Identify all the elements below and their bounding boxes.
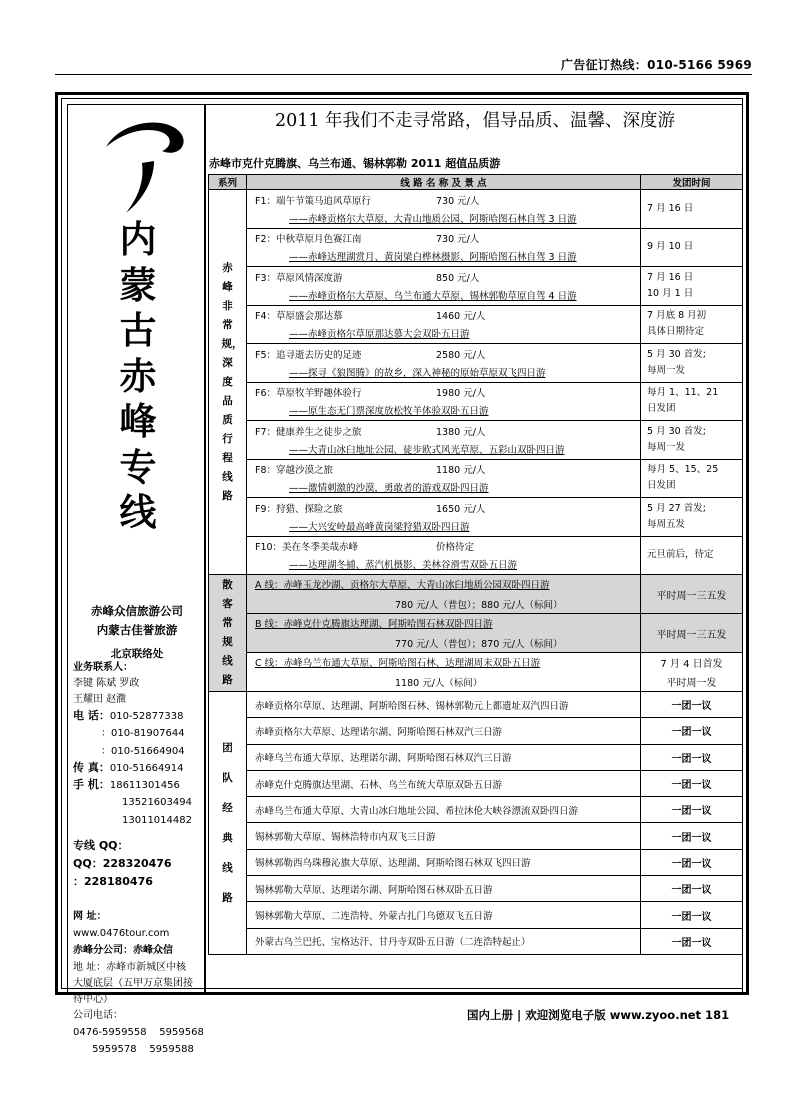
fax-label: 传 真： xyxy=(73,761,110,774)
date-cell: 一团一议 xyxy=(641,823,743,849)
company-name-2: 内蒙古佳誉旅游 xyxy=(96,623,178,637)
table-row xyxy=(209,797,743,823)
table-row xyxy=(209,744,743,770)
route-cell: 锡林郭勒西乌珠穆沁旗大草原、达理湖、阿斯哈图石林双飞四日游 xyxy=(247,849,641,875)
top-rule xyxy=(55,74,752,75)
beijing-office: 北京联络处 xyxy=(110,648,164,660)
route-cell: 赤峰贡格尔草原、达理湖、阿斯哈图石林、锡林郭勒元上都遗址双汽四日游 xyxy=(247,692,641,718)
route-cell: F8：穿越沙漠之旅 1180 元/人 ——激情刺激的沙漠，勇敢者的游戏双卧四日游 xyxy=(247,459,641,498)
mobile-number: 18611301456 xyxy=(109,780,180,791)
route-cell: F1：端午节策马追风草原行 730 元/人 ——赤峰贡格尔大草原、大青山地质公园、阿斯哈图石林自驾 3 日游 xyxy=(247,190,641,229)
header-route: 线 路 名 称 及 景 点 xyxy=(247,175,641,190)
company-phone-label: 公司电话： xyxy=(73,1010,123,1021)
date-cell: 一团一议 xyxy=(641,849,743,875)
big-title-char: 内 xyxy=(119,217,157,261)
phone-number-3: ：010-51664904 xyxy=(101,746,185,757)
qq-number-2: ：228180476 xyxy=(73,875,153,888)
table-row xyxy=(209,823,743,849)
table-row xyxy=(209,876,743,902)
table-header-row xyxy=(209,175,743,190)
route-cell: 外蒙古乌兰巴托、宝格达汗、甘丹寺双卧五日游（二连浩特起止） xyxy=(247,928,641,954)
logo-icon xyxy=(92,117,192,217)
date-cell: 平时周一三五发 xyxy=(641,614,743,653)
table-row xyxy=(209,928,743,954)
fax-row xyxy=(73,761,203,776)
phone-number-2: ：010-81907644 xyxy=(101,728,185,739)
table-row xyxy=(209,382,743,421)
date-cell: 一团一议 xyxy=(641,876,743,902)
date-cell: 9 月 10 日 xyxy=(641,228,743,267)
series-label-team: 团队经典线路 xyxy=(209,692,247,955)
table-row xyxy=(209,190,743,229)
phone-label: 电 话： xyxy=(73,709,110,722)
table-row xyxy=(209,575,743,614)
table-row xyxy=(209,614,743,653)
table-row xyxy=(209,536,743,575)
date-cell: 7 月 16 日 10 月 1 日 xyxy=(641,267,743,306)
date-cell: 一团一议 xyxy=(641,718,743,744)
series-label-premium: 赤峰非常规，深度品质行程线路 xyxy=(209,190,247,575)
route-cell: F2：中秋草原月色赛江南 730 元/人 ——赤峰达理湖赏月、黄岗梁白桦林摄影、阿斯哈图石林自驾 3 日游 xyxy=(247,228,641,267)
big-title-char: 古 xyxy=(119,308,157,352)
contacts-label: 业务联系人： xyxy=(73,662,133,673)
table-row xyxy=(209,692,743,718)
date-cell: 5 月 30 首发; 每周一发 xyxy=(641,344,743,383)
route-cell: F10：美在冬季美哉赤峰 价格待定 ——达理湖冬捕、蒸汽机摄影、美林谷滑雪双卧五日游 xyxy=(247,536,641,575)
table-row xyxy=(209,849,743,875)
date-cell: 一团一议 xyxy=(641,770,743,796)
table-row xyxy=(209,305,743,344)
route-cell: F3：草原风情深度游 850 元/人 ——赤峰贡格尔大草原、乌兰布通大草原、锡林郭勒草原自驾 4 日游 xyxy=(247,267,641,306)
company-phone-line-1: 0476-5959558 5959568 xyxy=(73,1027,204,1038)
route-cell: 赤峰乌兰布通大草原、达理诺尔湖、阿斯哈图石林双汽三日游 xyxy=(247,744,641,770)
route-cell: 赤峰乌兰布通大草原、大青山冰臼地址公园、希拉沐伦大峡谷漂流双卧四日游 xyxy=(247,797,641,823)
table-row xyxy=(209,228,743,267)
table-row xyxy=(209,459,743,498)
table-row xyxy=(209,653,743,692)
address-line-3: 待中心） xyxy=(73,994,113,1005)
route-cell: F4：草原盛会那达慕 1460 元/人 ——赤峰贡格尔草原那达慕大会双卧五日游 xyxy=(247,305,641,344)
big-title-char: 蒙 xyxy=(119,262,157,307)
route-cell: F6：草原牧羊野趣体验行 1980 元/人 ——原生态无门票深度放松牧羊体验双卧五日游 xyxy=(247,382,641,421)
route-cell: F7：健康养生之徒步之旅 1380 元/人 ——大青山冰臼地址公园、徒步欧式风光草原、五彩山双卧四日游 xyxy=(247,421,641,460)
website-link[interactable]: www.0476tour.com xyxy=(73,928,170,939)
date-cell: 每月 5、15、25 日发团 xyxy=(641,459,743,498)
big-title-char: 赤 xyxy=(119,353,157,398)
date-cell: 一团一议 xyxy=(641,902,743,928)
route-cell: B 线：赤峰克什克腾旗达理湖、阿斯哈图石林双卧四日游 770 元/人（普包）；870 元/人（标间） xyxy=(247,614,641,653)
date-cell: 7 月底 8 月初 具体日期待定 xyxy=(641,305,743,344)
date-cell: 5 月 27 首发; 每周五发 xyxy=(641,498,743,537)
date-cell: 每月 1、11、21 日发团 xyxy=(641,382,743,421)
route-cell: F9：狩猎、探险之旅 1650 元/人 ——大兴安岭最高峰黄岗梁狩猎双卧四日游 xyxy=(247,498,641,537)
date-cell: 一团一议 xyxy=(641,692,743,718)
phone-number: 010-52877338 xyxy=(109,711,184,722)
ad-hotline: 广告征订热线：010-5166 5969 xyxy=(560,58,752,72)
table-row xyxy=(209,344,743,383)
main-content xyxy=(205,104,743,993)
header-series: 系列 xyxy=(209,175,247,190)
route-cell: 锡林郭勒大草原、达理诺尔湖、阿斯哈图石林双卧五日游 xyxy=(247,876,641,902)
date-cell: 平时周一三五发 xyxy=(641,575,743,614)
route-cell: A 线：赤峰玉龙沙湖、贡格尔大草原、大青山冰臼地质公园双卧四日游 780 元/人（普包）；880 元/人（标间） xyxy=(247,575,641,614)
route-cell: 锡林郭勒大草原、锡林浩特市内双飞三日游 xyxy=(247,823,641,849)
big-title-char: 线 xyxy=(119,490,157,534)
phone-row xyxy=(73,709,203,724)
table-row xyxy=(209,902,743,928)
mobile-number-3: 13011014482 xyxy=(122,815,192,826)
table-row xyxy=(209,718,743,744)
table-row xyxy=(209,421,743,460)
route-cell: 赤峰贡格尔大草原、达理诺尔湖、阿斯哈图石林双汽三日游 xyxy=(247,718,641,744)
route-cell: 锡林郭勒大草原、二连浩特、外蒙古扎门乌德双飞五日游 xyxy=(247,902,641,928)
page-footer: 国内上册 | 欢迎浏览电子版 www.zyoo.net 181 xyxy=(467,1008,730,1022)
company-name-1: 赤峰众信旅游公司 xyxy=(91,604,183,618)
contacts-line-2: 王耀田 赵瀓 xyxy=(73,694,127,705)
contacts-line-1: 李键 陈斌 罗政 xyxy=(73,678,140,689)
address-line-1: 地 址：赤峰市新城区中核 xyxy=(73,962,187,973)
big-title-char: 峰 xyxy=(119,399,157,443)
date-cell: 一团一议 xyxy=(641,928,743,954)
sidebar xyxy=(67,104,205,1055)
mobile-number-2: 13521603494 xyxy=(122,797,192,808)
company-phone-line-2: 5959578 5959588 xyxy=(73,1044,194,1055)
table-subtitle: 赤峰市克什克腾旗、乌兰布通、锡林郭勒 2011 超值品质游 xyxy=(209,157,501,170)
mobile-label: 手 机： xyxy=(73,778,110,791)
date-cell: 5 月 30 首发; 每周一发 xyxy=(641,421,743,460)
date-cell: 一团一议 xyxy=(641,797,743,823)
date-cell: 一团一议 xyxy=(641,744,743,770)
address-line-2: 大厦底层（五甲万京集团接 xyxy=(73,978,193,989)
routes-table xyxy=(208,174,743,955)
series-label-scattered: 散客常规线路 xyxy=(209,575,247,692)
date-cell: 7 月 4 日首发 平时周一发 xyxy=(641,653,743,692)
qq-label: 专线 QQ： xyxy=(73,839,129,852)
header-date: 发团时间 xyxy=(641,175,743,190)
sidebar-big-title xyxy=(78,217,198,536)
table-row xyxy=(209,498,743,537)
route-cell: C 线：赤峰乌兰布通大草原、阿斯哈图石林、达理湖周末双卧五日游 1180 元/人（标间） xyxy=(247,653,641,692)
route-cell: 赤峰克什克腾旗达里湖、石林、乌兰布统大草原双卧五日游 xyxy=(247,770,641,796)
date-cell: 元旦前后，待定 xyxy=(641,536,743,575)
branch-office: 赤峰分公司：赤峰众信 xyxy=(73,945,173,956)
fax-number: 010-51664914 xyxy=(109,763,184,774)
route-cell: F5：追寻逝去历史的足迹 2580 元/人 ——探寻《狼图腾》的故乡，深入神秘的原始草原双飞四日游 xyxy=(247,344,641,383)
page-headline: 2011 年我们不走寻常路，倡导品质、温馨、深度游 xyxy=(274,111,676,131)
web-label: 网 址： xyxy=(73,911,107,922)
qq-number-1: QQ：228320476 xyxy=(73,857,172,870)
mobile-row xyxy=(73,778,203,793)
table-row xyxy=(209,267,743,306)
date-cell: 7 月 16 日 xyxy=(641,190,743,229)
big-title-char: 专 xyxy=(119,444,157,489)
table-row xyxy=(209,770,743,796)
